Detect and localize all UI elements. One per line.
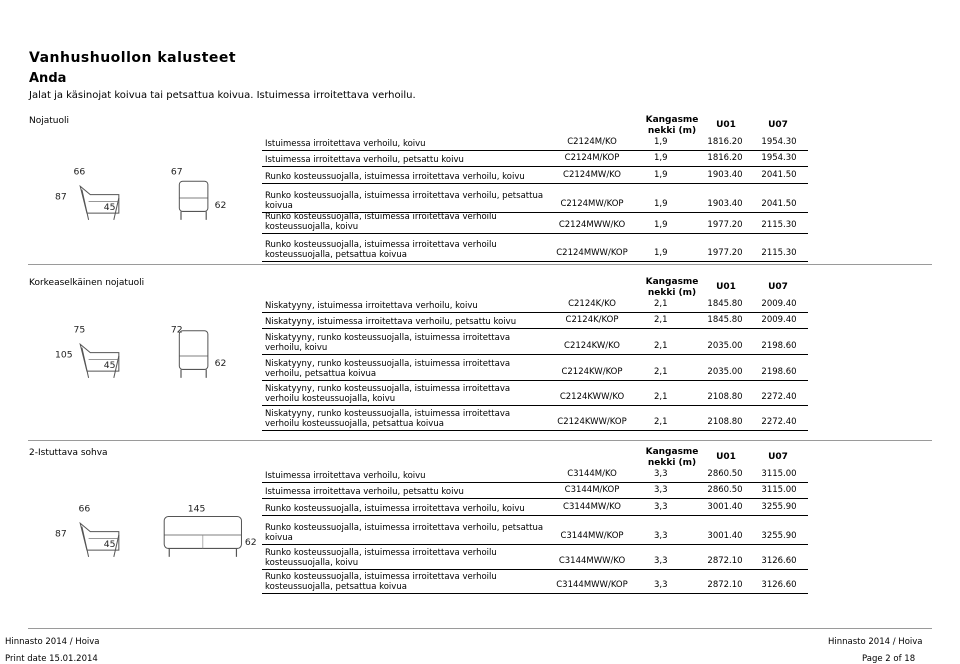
price-u07: 2009.40 (761, 315, 797, 325)
product-code: C3144MWW/KOP (556, 580, 628, 590)
product-description: Istuimessa irroitettava verhoilu, koivu (265, 471, 426, 481)
fabric-meters: 1,9 (654, 248, 668, 258)
price-u01: 2035.00 (707, 367, 743, 377)
section-divider (28, 264, 932, 265)
product-description: Niskatyyny, istuimessa irroitettava verhoilu, petsattu koivu (265, 317, 517, 327)
product-description: Runko kosteussuojalla, istuimessa irroitettava verhoilu, koivu (265, 172, 525, 182)
price-u07: 2115.30 (761, 248, 797, 258)
dim-seat: 45 (103, 359, 116, 371)
price-u07: 2041.50 (761, 199, 797, 209)
table-row (262, 233, 808, 262)
fabric-meters: 3,3 (654, 556, 668, 566)
dim-arm: 62 (244, 537, 257, 549)
product-description: Niskatyyny, istuimessa irroitettava verhoilu, koivu (265, 301, 478, 311)
table-row (262, 316, 808, 329)
dim-width: 67 (170, 166, 183, 178)
header-kangasmenekki: Kangasme nekki (m) (645, 277, 699, 298)
price-u07: 3126.60 (761, 556, 797, 566)
product-code: C3144MW/KOP (560, 531, 624, 541)
table-row (262, 300, 808, 313)
product-description: Niskatyyny, runko kosteussuojalla, istuimessa irroitettava verhoilu kosteussuojalla, petsattua koivua (265, 409, 511, 429)
fabric-meters: 3,3 (654, 469, 668, 479)
dim-arm: 62 (214, 200, 227, 212)
product-description: Runko kosteussuojalla, istuimessa irroitettava verhoilu kosteussuojalla, petsattua koivua (265, 240, 497, 260)
fabric-meters: 1,9 (654, 220, 668, 230)
price-u07: 3255.90 (761, 502, 797, 512)
price-u01: 2108.80 (707, 392, 743, 402)
header-kangasmenekki: Kangasme nekki (m) (645, 447, 699, 468)
product-description: Istuimessa irroitettava verhoilu, petsattu koivu (265, 487, 464, 497)
fabric-meters: 2,1 (654, 299, 668, 309)
fabric-meters: 2,1 (654, 315, 668, 325)
product-description: Runko kosteussuojalla, istuimessa irroitettava verhoilu kosteussuojalla, koivu (265, 548, 497, 568)
price-u07: 2198.60 (761, 341, 797, 351)
price-u01: 1816.20 (707, 137, 743, 147)
header-u07: U07 (768, 120, 788, 130)
table-row (262, 355, 808, 381)
fabric-meters: 1,9 (654, 170, 668, 180)
price-u01: 2035.00 (707, 341, 743, 351)
price-u01: 1977.20 (707, 220, 743, 230)
footer-left-label: Hinnasto 2014 / Hoiva (5, 637, 100, 647)
price-u07: 2115.30 (761, 220, 797, 230)
dim-depth: 75 (73, 324, 86, 336)
price-u01: 1816.20 (707, 153, 743, 163)
dim-width: 72 (170, 324, 183, 336)
furniture-sketch (55, 158, 265, 238)
fabric-meters: 3,3 (654, 531, 668, 541)
price-u01: 2108.80 (707, 417, 743, 427)
table-row (262, 154, 808, 167)
price-u01: 2872.10 (707, 580, 743, 590)
product-description: Niskatyyny, runko kosteussuojalla, istuimessa irroitettava verhoilu, petsattua koivua (265, 359, 511, 379)
product-code: C2124MWW/KOP (556, 248, 628, 258)
dim-seat: 45 (103, 201, 116, 213)
product-code: C2124K/KOP (565, 315, 619, 325)
price-u07: 3126.60 (761, 580, 797, 590)
section-divider (28, 440, 932, 441)
price-u07: 2009.40 (761, 299, 797, 309)
product-description: Runko kosteussuojalla, istuimessa irroitettava verhoilu, koivu (265, 504, 525, 514)
price-u07: 1954.30 (761, 137, 797, 147)
intro-text: Jalat ja käsinojat koivua tai petsattua koivua. Istuimessa irroitettava verhoilu. (29, 90, 416, 101)
product-drawing (55, 316, 265, 400)
fabric-meters: 2,1 (654, 367, 668, 377)
product-drawing (55, 495, 265, 579)
section-title: 2-Istuttava sohva (29, 448, 108, 458)
price-u07: 2272.40 (761, 417, 797, 427)
dim-width: 145 (187, 503, 206, 515)
page-number: Page 2 of 18 (862, 654, 916, 664)
header-u07: U07 (768, 282, 788, 292)
table-row (262, 170, 808, 184)
product-code: C3144MW/KO (563, 502, 621, 512)
table-row (262, 569, 808, 594)
table-row (262, 405, 808, 431)
table-row (262, 544, 808, 570)
footer-divider (28, 628, 932, 629)
table-row (262, 186, 808, 213)
dim-arm: 62 (214, 358, 227, 370)
page-title: Vanhushuollon kalusteet (29, 50, 237, 66)
price-u07: 3115.00 (761, 469, 797, 479)
product-description: Runko kosteussuojalla, istuimessa irroitettava verhoilu, petsattua koivua (265, 191, 544, 211)
dim-height: 87 (55, 191, 67, 203)
furniture-sketch (55, 495, 265, 575)
price-u01: 3001.40 (707, 502, 743, 512)
table-row (262, 212, 808, 234)
product-code: C3144M/KOP (564, 485, 620, 495)
header-kangasmenekki: Kangasme nekki (m) (645, 115, 699, 136)
fabric-meters: 1,9 (654, 153, 668, 163)
header-u07: U07 (768, 452, 788, 462)
table-row (262, 380, 808, 406)
product-code: C2124KWW/KOP (557, 417, 627, 427)
price-u01: 2860.50 (707, 485, 743, 495)
dim-height: 87 (55, 528, 67, 540)
header-u01: U01 (716, 120, 736, 130)
fabric-meters: 3,3 (654, 502, 668, 512)
price-u01: 1903.40 (707, 170, 743, 180)
product-code: C2124KW/KOP (561, 367, 623, 377)
price-u07: 2041.50 (761, 170, 797, 180)
fabric-meters: 2,1 (654, 341, 668, 351)
fabric-meters: 2,1 (654, 417, 668, 427)
price-u01: 2872.10 (707, 556, 743, 566)
fabric-meters: 3,3 (654, 485, 668, 495)
section-title: Korkeaselkäinen nojatuoli (29, 278, 145, 288)
product-code: C3144M/KO (567, 469, 617, 479)
print-date: Print date 15.01.2014 (5, 654, 98, 664)
price-u07: 3115.00 (761, 485, 797, 495)
price-u07: 3255.90 (761, 531, 797, 541)
price-u01: 1977.20 (707, 248, 743, 258)
table-row (262, 486, 808, 499)
dim-depth: 66 (73, 166, 86, 178)
product-description: Runko kosteussuojalla, istuimessa irroitettava verhoilu, petsattua koivua (265, 523, 544, 543)
fabric-meters: 2,1 (654, 392, 668, 402)
product-description: Istuimessa irroitettava verhoilu, koivu (265, 139, 426, 149)
product-code: C2124KWW/KO (559, 392, 625, 402)
fabric-meters: 3,3 (654, 580, 668, 590)
product-description: Niskatyyny, runko kosteussuojalla, istuimessa irroitettava verhoilu kosteussuojalla, koivu (265, 384, 511, 404)
price-u07: 1954.30 (761, 153, 797, 163)
product-drawing (55, 158, 265, 242)
price-u01: 1903.40 (707, 199, 743, 209)
dim-seat: 45 (103, 538, 116, 550)
header-u01: U01 (716, 282, 736, 292)
product-code: C2124M/KO (567, 137, 617, 147)
product-description: Niskatyyny, runko kosteussuojalla, istuimessa irroitettava verhoilu, koivu (265, 333, 511, 353)
product-code: C2124MWW/KO (558, 220, 626, 230)
footer-right-label: Hinnasto 2014 / Hoiva (828, 637, 923, 647)
product-description: Runko kosteussuojalla, istuimessa irroitettava verhoilu kosteussuojalla, petsattua koivua (265, 572, 497, 592)
product-code: C2124MW/KO (563, 170, 621, 180)
section-title: Nojatuoli (29, 116, 69, 126)
furniture-sketch (55, 316, 265, 396)
product-code: C2124K/KO (568, 299, 616, 309)
price-u07: 2272.40 (761, 392, 797, 402)
fabric-meters: 1,9 (654, 199, 668, 209)
product-code: C2124KW/KO (564, 341, 620, 351)
table-row (262, 470, 808, 483)
price-u01: 1845.80 (707, 299, 743, 309)
fabric-meters: 1,9 (654, 137, 668, 147)
product-code: C2124MW/KOP (560, 199, 624, 209)
product-code: C3144MWW/KO (558, 556, 626, 566)
product-description: Istuimessa irroitettava verhoilu, petsattu koivu (265, 155, 464, 165)
price-u01: 1845.80 (707, 315, 743, 325)
dim-height: 105 (55, 349, 73, 361)
table-row (262, 517, 808, 545)
product-code: C2124M/KOP (564, 153, 620, 163)
product-description: Runko kosteussuojalla, istuimessa irroitettava verhoilu kosteussuojalla, koivu (265, 212, 497, 232)
price-u01: 2860.50 (707, 469, 743, 479)
table-row (262, 501, 808, 516)
price-u07: 2198.60 (761, 367, 797, 377)
dim-depth: 66 (78, 503, 91, 515)
header-u01: U01 (716, 452, 736, 462)
table-row (262, 331, 808, 355)
page-subtitle: Anda (29, 71, 67, 86)
price-u01: 3001.40 (707, 531, 743, 541)
table-row (262, 138, 808, 151)
